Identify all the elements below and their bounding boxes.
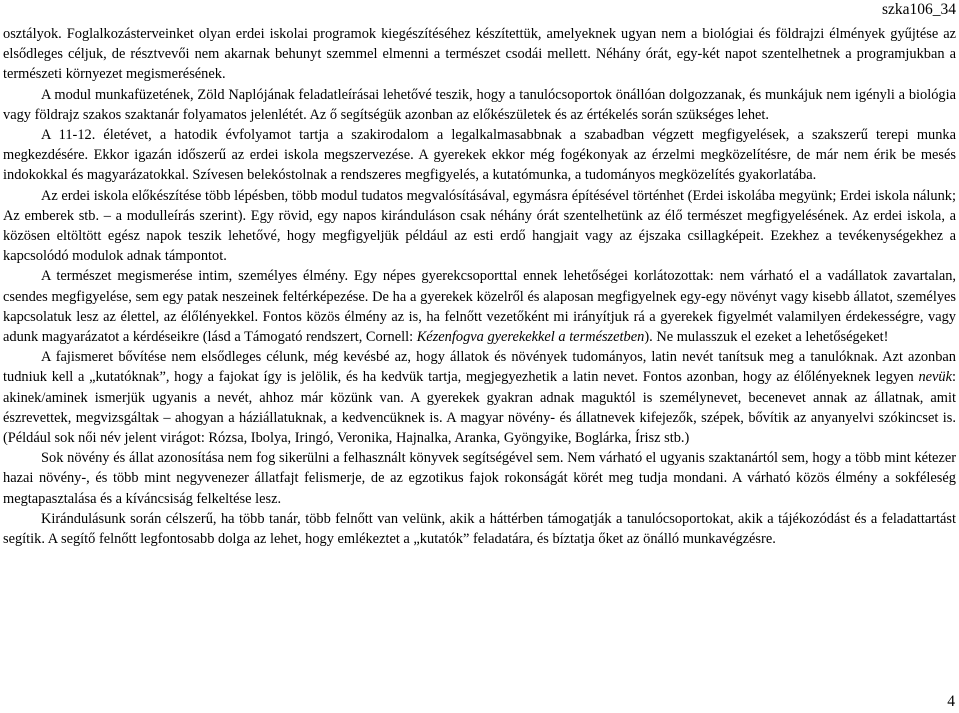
emphasis-word: nevük [918, 369, 952, 386]
paragraph-1: osztályok. Foglalkozásterveinket olyan erdei iskolai programok kiegészítéséhez készítettük, amelyeknek ugyan nem a biológiai és földrajzi élmények gyűjtése az elsődleges céljuk, de résztvevői nem akarnak behunyt szemmel elmenni a természet csodái mellett. Néhány órát, egy-két napot szentelhetnek a programjukban a természeti környezet megismerésének. [3, 26, 956, 83]
paragraph-6 [3, 347, 956, 448]
document-body [3, 24, 956, 549]
book-title: Kézenfogva gyerekekkel a természetben [416, 329, 645, 346]
paragraph-8: Kirándulásunk során célszerű, ha több tanár, több felnőtt van velünk, akik a háttérben támogatják a tanulócsoportokat, akik a tájékozódást és a feladattartást segítik. A segítő felnőtt legfontosabb dolga az lehet, hogy emlékeztet a „kutatók” feladatára, és bíztatja őket az önálló munkavégzésre. [3, 510, 956, 548]
paragraph-7: Sok növény és állat azonosítása nem fog sikerülni a felhasznált könyvek segítségével sem. Nem várható el ugyanis szaktanártól sem, hogy a több mint kétezer hazai növény-, és több mint negyvenezer állatfajt felismerje, de az egzotikus fajok rokonságát körét meg tudja mondani. A várható közös élmény a sokféleség megtapasztalása és a kíváncsiság felkeltése lesz. [3, 450, 956, 507]
paragraph-5-text-end: ). Ne mulasszuk el ezeket a lehetőségeket! [644, 329, 889, 346]
page-number: 4 [947, 693, 955, 710]
document-id-header: szka106_34 [881, 1, 956, 18]
paragraph-4: Az erdei iskola előkészítése több lépésben, több modul tudatos megvalósításával, egymásra építésével történhet (Erdei iskolába megyünk; Erdei iskola nálunk; Az emberek stb. – a modulleírás szerint). Egy rövid, egy napos kiránduláson csak néhány órát szentelhetünk az élő természet megfigyelésének. Az erdei iskola, a közösen eltöltött egész napok teszik lehetővé, hogy megfigyeljük például az esti erdő hangjait vagy az éjszaka csillagképeit. Ezekhez a tevékenységekhez a kapcsolódó modulok adnak támpontot. [3, 187, 956, 265]
paragraph-5 [3, 266, 956, 347]
paragraph-3: A 11-12. életévet, a hatodik évfolyamot tartja a szakirodalom a legalkalmasabbnak a szabadban végzett megfigyelések, a szakszerű terepi munka megkezdésére. Ekkor igazán időszerű az erdei iskola megszervezése. A gyerekek ekkor még fogékonyak az érzelmi megközelítésre, de már nem érik be mesés indokokkal és magyarázatokkal. Szívesen belekóstolnak a rendszeres megfigyelés, a kutatómunka, a tudományos megközelítés gyakorlatába. [3, 127, 956, 184]
paragraph-6-text: A fajismeret bővítése nem elsődleges célunk, még kevésbé az, hogy állatok és növények tudományos, latin nevét tanítsuk meg a tanulóknak. Azt azonban tudniuk kell a „kutatóknak”, hogy a fajokat így is jelölik, és ha kedvük tartja, megjegyezhetik a latin nevet. Fontos azonban, hogy az élőlényeknek legyen [3, 349, 956, 386]
paragraph-5-text: A természet megismerése intim, személyes élmény. Egy népes gyerekcsoporttal ennek lehetőségei korlátozottak: nem várható el a vadállatok zavartalan, csendes megfigyelése, sem egy patak neszeinek feltérképezése. De ha a gyerekek közelről és alaposan megfigyelnek egy-egy növényt vagy kisebb állatot, személyes kapcsolatuk lesz az élettel, az élőlényekkel. Fontos közös élmény az is, ha felnőtt vezetőként mi irányítjuk rá a gyerekek figyelmét valamilyen érdekességre, vagy adunk magyarázatot a kérdéseikre (lásd a Támogató rendszert, Cornell: [3, 268, 956, 346]
paragraph-6-text-end: : akinek/aminek ismerjük ugyanis a nevét, ahhoz már közünk van. A gyerekek gyakran adnak maguktól is személynevet, becenevet annak az állatnak, amit észrevettek, megvizsgáltak – ahogyan a háziállatuknak, a kedvencüknek is. A magyar növény- és állatnevek kifejezők, szépek, bővítik az anyanyelvi szókincset is. (Például sok női név jelent virágot: Rózsa, Ibolya, Iringó, Veronika, Hajnalka, Aranka, Gyöngyike, Boglárka, Írisz stb.) [3, 369, 956, 447]
paragraph-2: A modul munkafüzetének, Zöld Naplójának feladatleírásai lehetővé teszik, hogy a tanulócsoportok önállóan dolgozzanak, és munkájuk nem igényli a biológia vagy földrajz szakos szaktanár folyamatos jelenlétét. Az ő segítségük azonban az előkészületek és az értékelés során szükséges lehet. [3, 86, 956, 123]
